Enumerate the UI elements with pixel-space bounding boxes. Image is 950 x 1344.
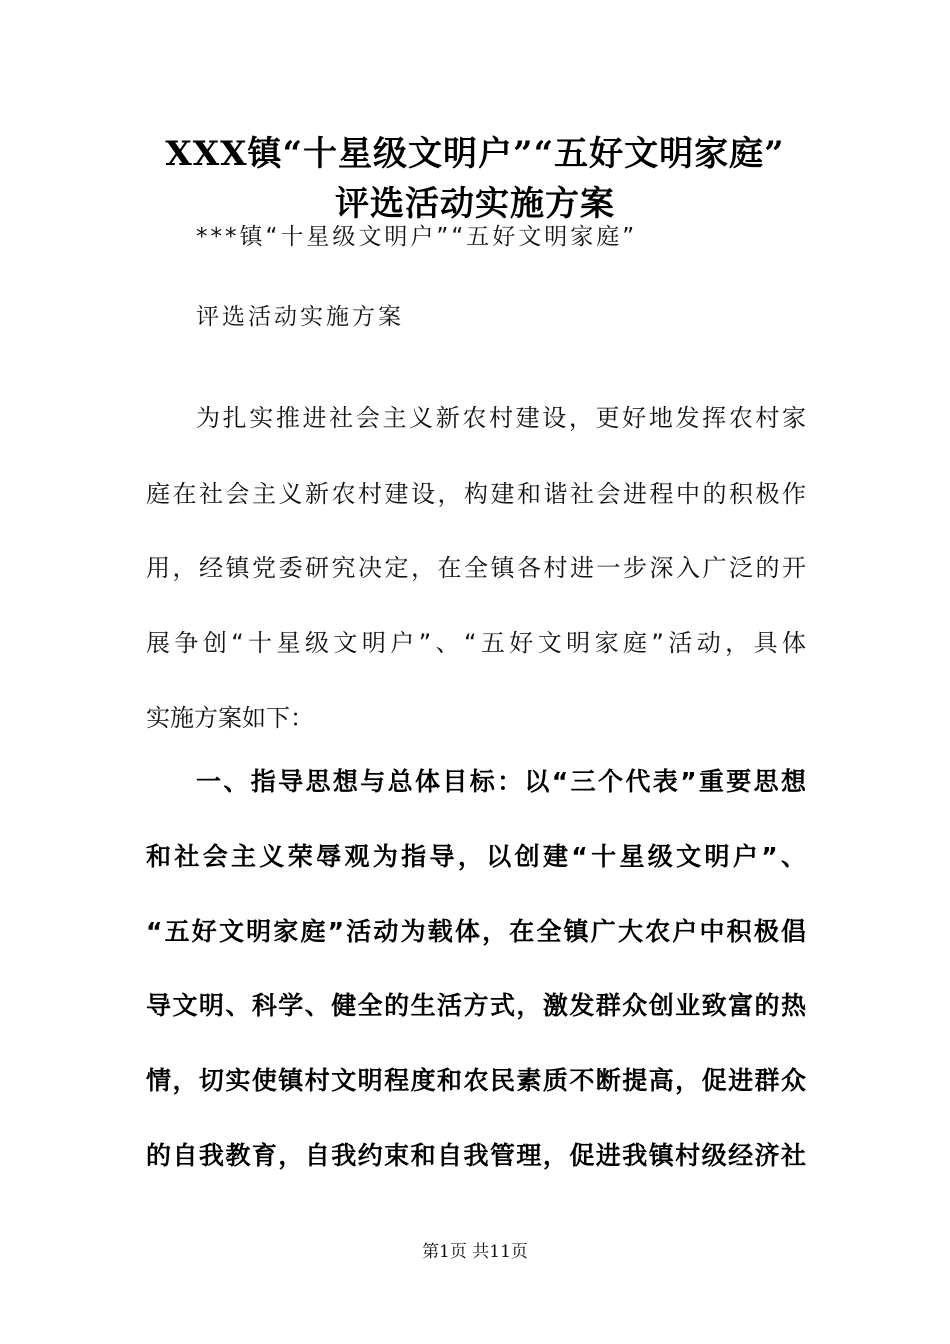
page-number-footer: 第1页 共11页: [422, 1242, 528, 1262]
document-title-line-1: XXX镇“十星级文明户”“五好文明家庭”: [165, 134, 785, 174]
intro-line-1: 为扎实推进社会主义新农村建设，更好地发挥农村家: [196, 404, 806, 432]
section-1-line-2: 和社会主义荣辱观为指导，以创建“十星级文明户”、: [146, 842, 806, 871]
document-title-line-2: 评选活动实施方案: [335, 184, 615, 224]
intro-line-3: 用，经镇党委研究决定，在全镇各村进一步深入广泛的开: [146, 554, 806, 582]
intro-line-4: 展争创“十星级文明户”、“五好文明家庭”活动，具体: [146, 629, 806, 657]
section-1-line-6: 的自我教育，自我约束和自我管理，促进我镇村级经济社: [146, 1141, 806, 1170]
section-1-line-4: 导文明、科学、健全的生活方式，激发群众创业致富的热: [146, 991, 806, 1020]
section-1-line-3: “五好文明家庭”活动为载体，在全镇广大农户中积极倡: [146, 917, 806, 946]
section-1-line-5: 情，切实使镇村文明程度和农民素质不断提高，促进群众: [146, 1066, 806, 1095]
intro-line-5: 实施方案如下：: [146, 704, 314, 732]
intro-line-2: 庭在社会主义新农村建设，构建和谐社会进程中的积极作: [146, 480, 806, 508]
subtitle-line-2: 评选活动实施方案: [196, 304, 404, 330]
section-1-line-1: 一、指导思想与总体目标：以“三个代表”重要思想: [196, 767, 806, 796]
subtitle-line-1: ***镇“十星级文明户”“五好文明家庭”: [196, 224, 638, 250]
